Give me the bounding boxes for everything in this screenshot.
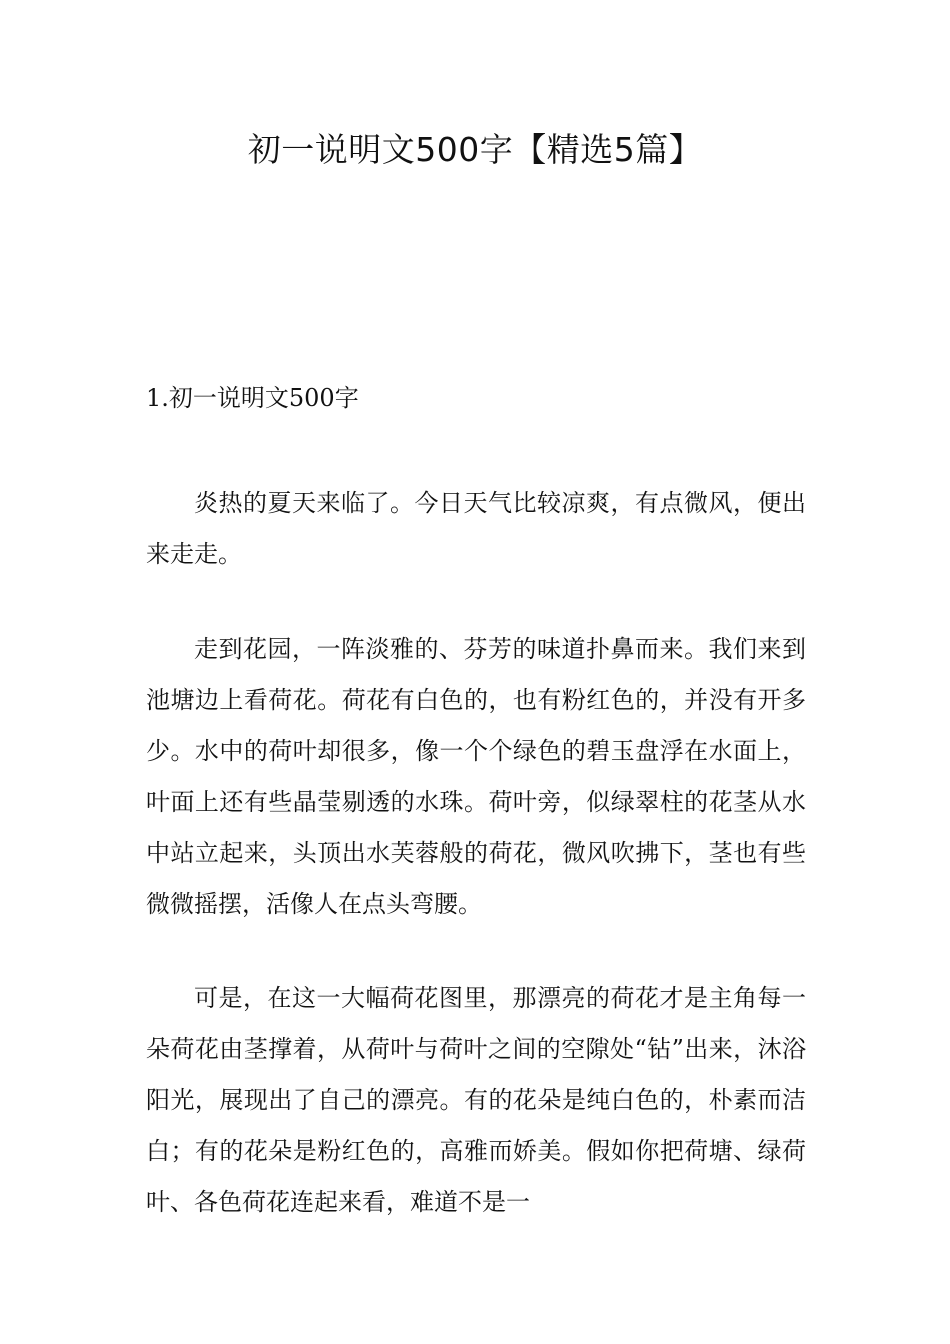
paragraph-block <box>146 624 806 930</box>
paragraph-block <box>146 478 806 580</box>
paragraph: 炎热的夏天来临了。今日天气比较凉爽，有点微风，便出来走走。 <box>146 489 806 568</box>
paragraph: 可是，在这一大幅荷花图里，那漂亮的荷花才是主角每一朵荷花由茎撑着，从荷叶与荷叶之间的空隙处“钻”出来，沐浴阳光，展现出了自己的漂亮。有的花朵是纯白色的，朴素而洁白；有的花朵是粉红色的，高雅而娇美。假如你把荷塘、绿荷叶、各色荷花连起来看，难道不是一 <box>146 984 806 1216</box>
paragraph-block <box>146 973 806 1228</box>
paragraph: 走到花园，一阵淡雅的、芬芳的味道扑鼻而来。我们来到池塘边上看荷花。荷花有白色的，也有粉红色的，并没有开多少。水中的荷叶却很多，像一个个绿色的碧玉盘浮在水面上，叶面上还有些晶莹剔透的水珠。荷叶旁，似绿翠柱的花茎从水中站立起来，头顶出水芙蓉般的荷花，微风吹拂下，茎也有些微微摇摆，活像人在点头弯腰。 <box>146 635 806 918</box>
section-heading: 1.初一说明文500字 <box>146 384 359 412</box>
page-title: 初一说明文500字【精选5篇】 <box>247 130 703 169</box>
